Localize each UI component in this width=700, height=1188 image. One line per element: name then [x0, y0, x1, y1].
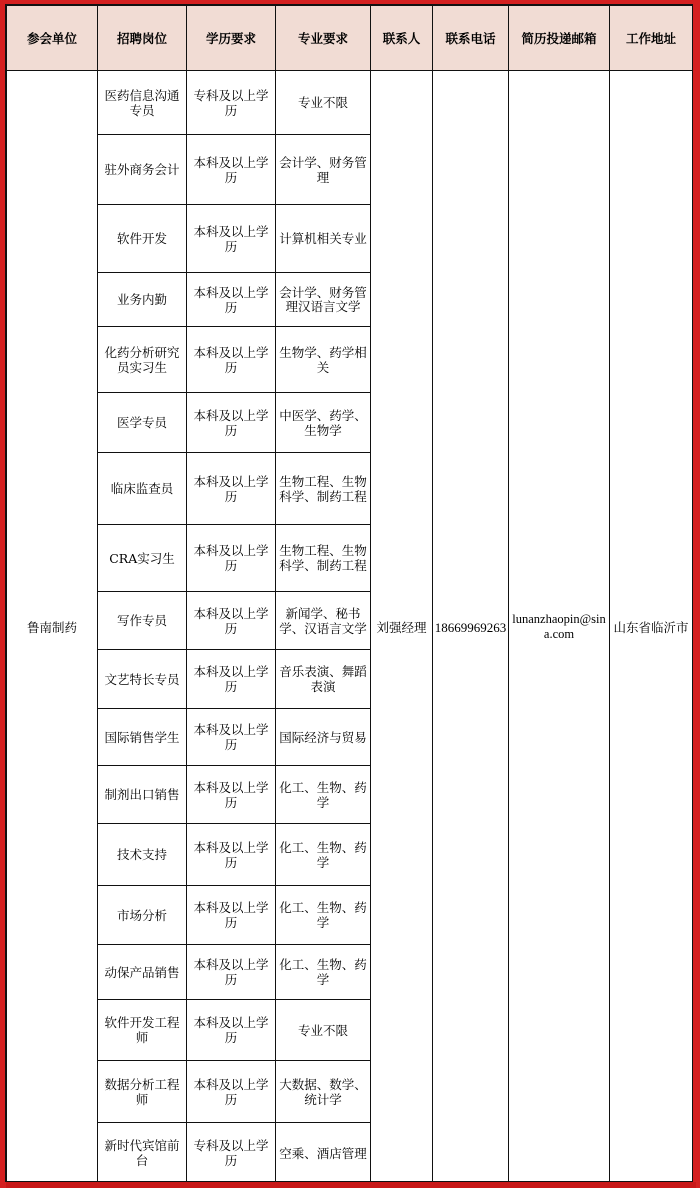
major-cell: 生物学、药学相关 — [276, 327, 371, 393]
email-cell[interactable]: lunanzhaopin@sina.com — [509, 71, 610, 1184]
education-cell: 专科及以上学历 — [187, 1123, 276, 1184]
major-cell: 生物工程、生物科学、制药工程 — [276, 453, 371, 525]
position-cell: 新时代宾馆前台 — [98, 1123, 187, 1184]
education-cell: 本科及以上学历 — [187, 824, 276, 886]
education-cell: 本科及以上学历 — [187, 766, 276, 824]
table-row — [7, 71, 693, 135]
education-cell: 本科及以上学历 — [187, 1061, 276, 1123]
position-cell: CRA实习生 — [98, 525, 187, 592]
education-cell: 本科及以上学历 — [187, 327, 276, 393]
position-cell: 医药信息沟通专员 — [98, 71, 187, 135]
major-cell: 生物工程、生物科学、制药工程 — [276, 525, 371, 592]
education-cell: 本科及以上学历 — [187, 393, 276, 453]
education-cell: 本科及以上学历 — [187, 205, 276, 273]
major-cell: 专业不限 — [276, 1000, 371, 1061]
contact-cell: 刘强经理 — [371, 71, 433, 1184]
header-contact: 联系人 — [371, 6, 433, 71]
page-frame — [5, 4, 693, 1182]
major-cell: 大数据、数学、统计学 — [276, 1061, 371, 1123]
position-cell: 临床监查员 — [98, 453, 187, 525]
header-phone: 联系电话 — [433, 6, 509, 71]
header-company: 参会单位 — [7, 6, 98, 71]
major-cell: 新闻学、秘书学、汉语言文学 — [276, 592, 371, 650]
education-cell: 本科及以上学历 — [187, 886, 276, 945]
recruitment-table — [6, 5, 693, 1184]
education-cell: 本科及以上学历 — [187, 135, 276, 205]
header-row — [7, 6, 693, 71]
bottom-edge — [6, 1182, 696, 1188]
position-cell: 写作专员 — [98, 592, 187, 650]
education-cell: 本科及以上学历 — [187, 1000, 276, 1061]
company-cell: 鲁南制药 — [7, 71, 98, 1184]
education-cell: 本科及以上学历 — [187, 945, 276, 1000]
position-cell: 软件开发工程师 — [98, 1000, 187, 1061]
education-cell: 本科及以上学历 — [187, 273, 276, 327]
position-cell: 医学专员 — [98, 393, 187, 453]
header-education: 学历要求 — [187, 6, 276, 71]
major-cell: 化工、生物、药学 — [276, 886, 371, 945]
position-cell: 动保产品销售 — [98, 945, 187, 1000]
position-cell: 制剂出口销售 — [98, 766, 187, 824]
education-cell: 本科及以上学历 — [187, 592, 276, 650]
position-cell: 化药分析研究员实习生 — [98, 327, 187, 393]
education-cell: 本科及以上学历 — [187, 525, 276, 592]
header-position: 招聘岗位 — [98, 6, 187, 71]
header-address: 工作地址 — [610, 6, 693, 71]
position-cell: 业务内勤 — [98, 273, 187, 327]
major-cell: 专业不限 — [276, 71, 371, 135]
position-cell: 数据分析工程师 — [98, 1061, 187, 1123]
address-cell: 山东省临沂市 — [610, 71, 693, 1184]
position-cell: 软件开发 — [98, 205, 187, 273]
major-cell: 会计学、财务管理 — [276, 135, 371, 205]
position-cell: 驻外商务会计 — [98, 135, 187, 205]
major-cell: 化工、生物、药学 — [276, 766, 371, 824]
major-cell: 音乐表演、舞蹈表演 — [276, 650, 371, 709]
major-cell: 计算机相关专业 — [276, 205, 371, 273]
major-cell: 化工、生物、药学 — [276, 945, 371, 1000]
major-cell: 中医学、药学、生物学 — [276, 393, 371, 453]
position-cell: 市场分析 — [98, 886, 187, 945]
education-cell: 本科及以上学历 — [187, 709, 276, 766]
major-cell: 化工、生物、药学 — [276, 824, 371, 886]
education-cell: 专科及以上学历 — [187, 71, 276, 135]
header-email: 简历投递邮箱 — [509, 6, 610, 71]
phone-cell: 18669969263 — [433, 71, 509, 1184]
position-cell: 国际销售学生 — [98, 709, 187, 766]
major-cell: 国际经济与贸易 — [276, 709, 371, 766]
major-cell: 会计学、财务管理汉语言文学 — [276, 273, 371, 327]
education-cell: 本科及以上学历 — [187, 453, 276, 525]
position-cell: 文艺特长专员 — [98, 650, 187, 709]
header-major: 专业要求 — [276, 6, 371, 71]
major-cell: 空乘、酒店管理 — [276, 1123, 371, 1184]
education-cell: 本科及以上学历 — [187, 650, 276, 709]
position-cell: 技术支持 — [98, 824, 187, 886]
